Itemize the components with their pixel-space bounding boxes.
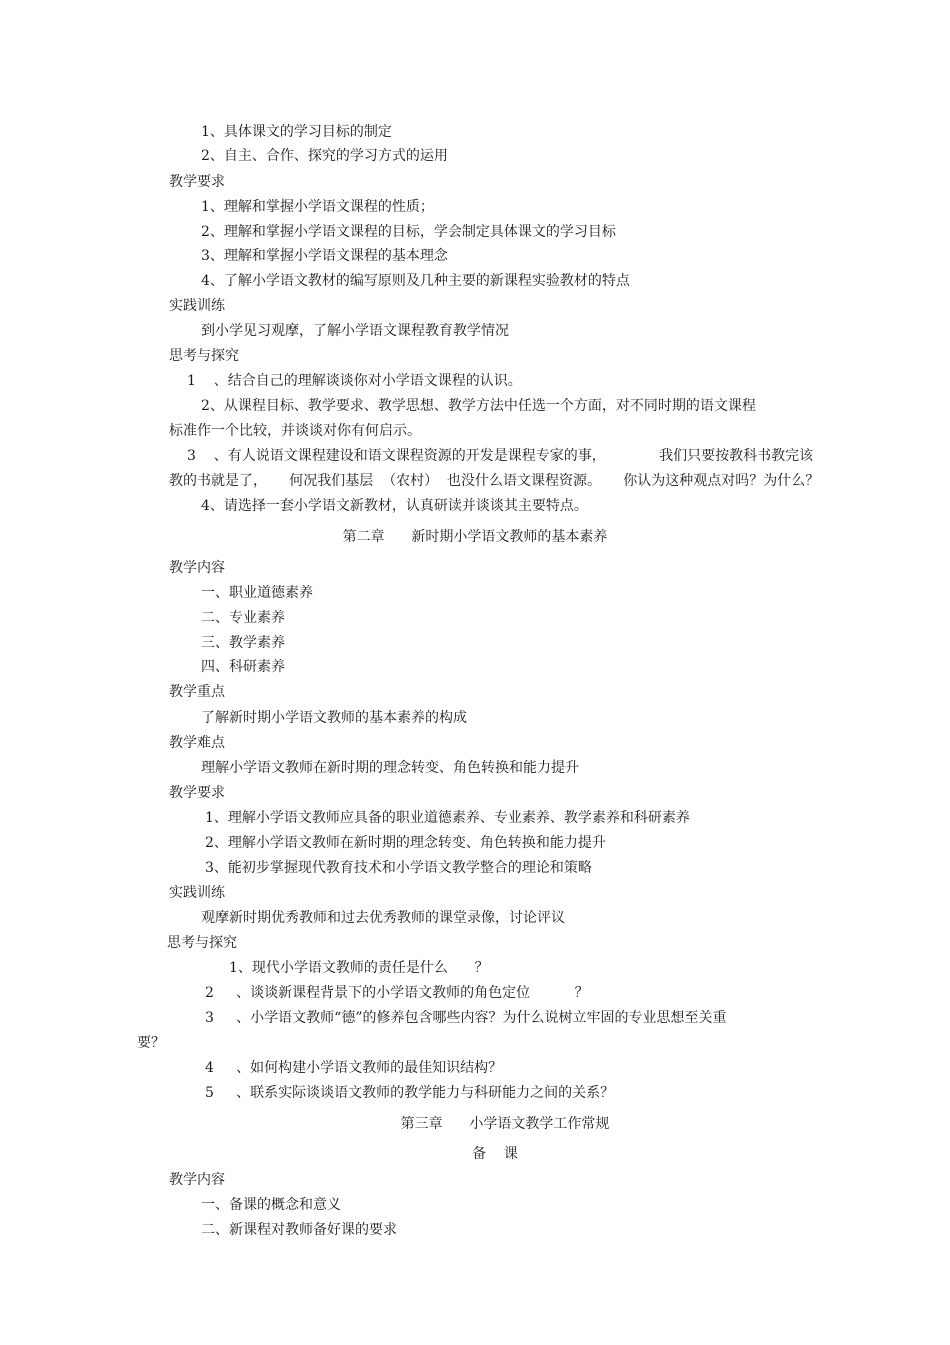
text-line: 3 、有人说语文课程建设和语文课程资源的开发是课程专家的事， 我们只要按教科书教完该	[187, 448, 814, 464]
text-line: 二、新课程对教师备好课的要求	[201, 1222, 397, 1238]
subsection-title: 备 课	[472, 1146, 518, 1162]
chapter-title: 第三章 小学语文教学工作常规	[400, 1116, 610, 1132]
section-heading: 教学要求	[169, 785, 225, 801]
section-heading: 教学内容	[169, 1172, 225, 1188]
text-line: 4、了解小学语文教材的编写原则及几种主要的新课程实验教材的特点	[201, 273, 630, 289]
section-heading: 教学难点	[169, 735, 225, 751]
text-line: 2、自主、合作、探究的学习方式的运用	[201, 148, 448, 164]
chapter-title: 第二章 新时期小学语文教师的基本素养	[342, 529, 608, 545]
text-line: 1 、结合自己的理解谈谈你对小学语文课程的认识。	[187, 373, 522, 389]
text-line: 理解小学语文教师在新时期的理念转变、角色转换和能力提升	[201, 760, 579, 776]
text-line: 3、能初步掌握现代教育技术和小学语文教学整合的理论和策略	[205, 860, 592, 876]
text-line: 2、理解和掌握小学语文课程的目标，学会制定具体课文的学习目标	[201, 224, 616, 240]
text-line: 2、理解小学语文教师在新时期的理念转变、角色转换和能力提升	[205, 835, 606, 851]
text-line: 2、从课程目标、教学要求、教学思想、教学方法中任选一个方面，对不同时期的语文课程	[201, 398, 756, 414]
text-line: 3、理解和掌握小学语文课程的基本理念	[201, 248, 448, 264]
section-heading: 教学重点	[169, 684, 225, 700]
text-line: 要？	[137, 1035, 165, 1051]
text-line: 一、备课的概念和意义	[201, 1197, 341, 1213]
section-heading: 思考与探究	[167, 935, 237, 951]
text-line: 了解新时期小学语文教师的基本素养的构成	[201, 710, 467, 726]
text-line: 一、职业道德素养	[201, 585, 313, 601]
text-line: 5 、联系实际谈谈语文教师的教学能力与科研能力之间的关系？	[205, 1085, 615, 1101]
text-line: 观摩新时期优秀教师和过去优秀教师的课堂录像，讨论评议	[201, 910, 565, 926]
text-line: 1、具体课文的学习目标的制定	[201, 124, 392, 140]
section-heading: 教学要求	[169, 174, 225, 190]
text-line: 2 、谈谈新课程背景下的小学语文教师的角色定位 ？	[205, 985, 589, 1001]
text-line: 二、专业素养	[201, 610, 285, 626]
section-heading: 思考与探究	[169, 348, 239, 364]
section-heading: 实践训练	[169, 885, 225, 901]
text-line: 四、科研素养	[201, 659, 285, 675]
text-line: 标准作一个比较，并谈谈对你有何启示。	[169, 423, 421, 439]
section-heading: 教学内容	[169, 560, 225, 576]
text-line: 1、现代小学语文教师的责任是什么 ？	[229, 960, 489, 976]
text-line: 4、请选择一套小学语文新教材，认真研读并谈谈其主要特点。	[201, 498, 588, 514]
text-line: 到小学见习观摩，了解小学语文课程教育教学情况	[201, 323, 509, 339]
text-line: 教的书就是了， 何况我们基层 （农村） 也没什么语文课程资源。 你认为这种观点对吗？为什么？	[169, 473, 820, 489]
text-line: 1、理解和掌握小学语文课程的性质；	[201, 199, 434, 215]
text-line: 1、理解小学语文教师应具备的职业道德素养、专业素养、教学素养和科研素养	[205, 810, 690, 826]
section-heading: 实践训练	[169, 298, 225, 314]
text-line: 4 、如何构建小学语文教师的最佳知识结构？	[205, 1060, 503, 1076]
text-line: 3 、小学语文教师“德”的修养包含哪些内容？为什么说树立牢固的专业思想至关重	[205, 1010, 727, 1026]
text-line: 三、教学素养	[201, 635, 285, 651]
